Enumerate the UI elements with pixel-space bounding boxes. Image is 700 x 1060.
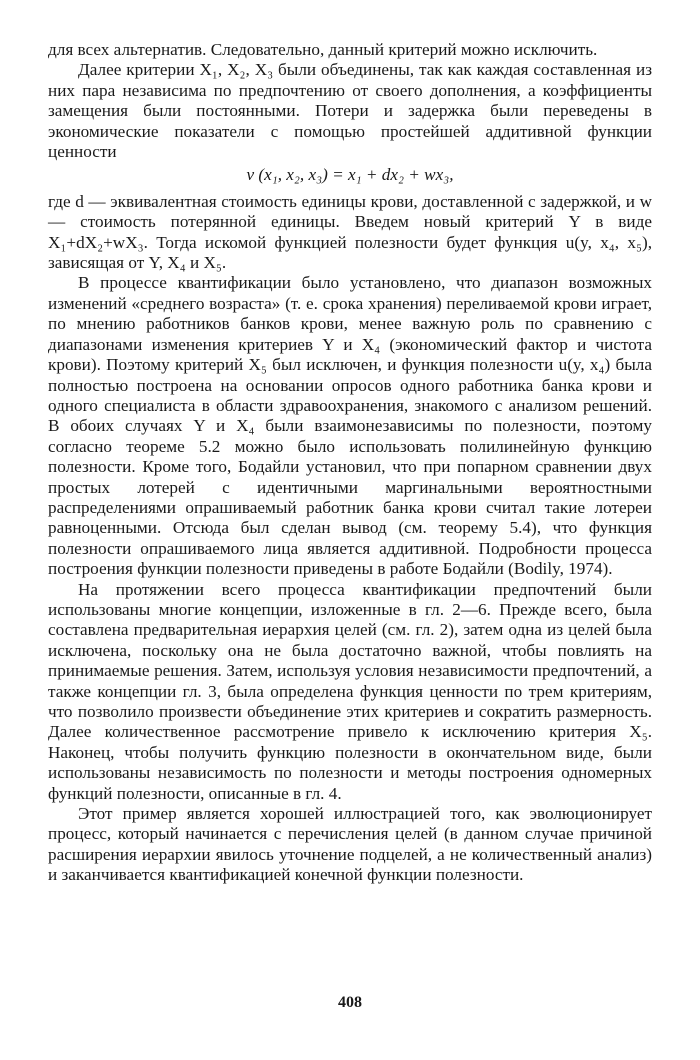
paragraph-concepts-used: На протяжении всего процесса квантификации предпочтений были использованы многие концепции, изложенные в гл. 2—6. Прежде всего, была составлена предварительная иерархия целей (см. гл. 2), затем одна из целей была исключена, поскольку она не была достаточно важной, чтобы повлиять на принимаемые решения. Затем, используя условия независимости предпочтений, а также концепции гл. 3, была определена функция ценности по трем критериям, что позволило произвести объединение этих критериев и сократить размерность. Далее количественное рассмотрение привело к исключению критерия X₅. Наконец, чтобы получить функцию полезности в окончательном виде, были использованы независимость по полезности и методы построения одномерных функций полезности, описанные в гл. 4. xyxy=(48,579,652,803)
page-body xyxy=(48,40,652,886)
paragraph-quantification: В процессе квантификации было установлено, что диапазон возможных изменений «среднего возраста» (т. е. срока хранения) переливаемой крови играет, по мнению работников банков крови, менее важную роль по сравнению с диапазонами изменения критериев Y и X₄ (экономический фактор и чистота крови). Поэтому критерий X₅ был исключен, и функция полезности u(y, x₄) была полностью построена на основании опросов одного работника банка крови и одного специалиста в области здравоохранения, знакомого с анализом решений. В обоих случаях Y и X₄ были взаимонезависимы по полезности, поэтому согласно теореме 5.2 можно было использовать полилинейную функцию полезности. Кроме того, Бодайли установил, что при попарном сравнении двух простых лотерей с идентичными маргинальными вероятностными распределениями опрашиваемый работник банка крови считал такие лотереи равноценными. Отсюда был сделан вывод (см. теорему 5.4), что функция полезности опрашиваемого лица является аддитивной. Подробности процесса построения функции полезности приведены в работе Бодайли (Bodily, 1974). xyxy=(48,273,652,579)
page-number: 408 xyxy=(338,994,362,1011)
paragraph-new-criterion: где d — эквивалентная стоимость единицы крови, доставленной с задержкой, и w — стоимость потерянной единицы. Введем новый критерий Y в виде X₁+dX₂+wX₃. Тогда искомой функцией полезности будет функция u(y, x₄, x₅), зависящая от Y, X₄ и X₅. xyxy=(48,191,652,273)
paragraph-criteria-merge: Далее критерии X₁, X₂, X₃ были объединены, так как каждая составленная из них пара независима по предпочтению от своего дополнения, а коэффициенты замещения были постоянными. Потери и задержка были переведены в экономические показатели с помощью простейшей аддитивной функции ценности xyxy=(48,60,652,162)
value-function-formula: v (x₁, x₂, x₃) = x₁ + dx₂ + wx₃, xyxy=(246,165,454,185)
paragraph-continued: для всех альтернатив. Следовательно, данный критерий можно исключить. xyxy=(48,40,598,59)
paragraph-example-summary: Этот пример является хорошей иллюстрацией того, как эволюционирует процесс, который начинается с перечисления целей (в данном случае причиной расширения иерархии явилось уточнение подцелей, а не количественный анализ) и заканчивается квантификацией конечной функции полезности. xyxy=(48,804,652,885)
